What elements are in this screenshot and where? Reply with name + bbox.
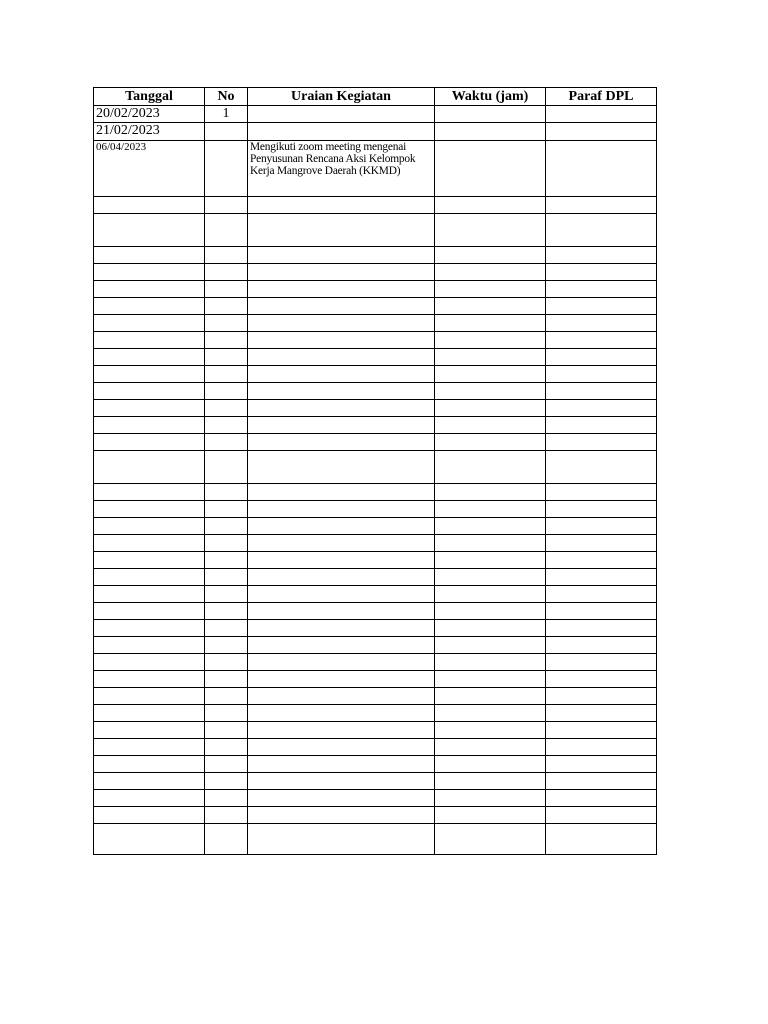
table-cell [546,281,657,298]
table-cell [205,281,248,298]
table-cell [435,518,546,535]
table-cell [546,315,657,332]
table-cell [546,400,657,417]
table-cell [546,654,657,671]
table-cell [205,434,248,451]
table-cell [435,315,546,332]
table-cell [205,417,248,434]
table-row [94,654,657,671]
table-cell [248,586,435,603]
table-cell [205,773,248,790]
table-cell [94,484,205,501]
table-cell [248,790,435,807]
table-cell [435,824,546,855]
table-cell [94,264,205,281]
table-cell [205,569,248,586]
table-cell [248,620,435,637]
table-cell [546,586,657,603]
table-row [94,705,657,722]
table-cell [435,247,546,264]
table-cell [546,790,657,807]
table-cell [94,807,205,824]
table-cell [205,332,248,349]
table-cell [435,434,546,451]
table-cell [546,518,657,535]
header-tanggal: Tanggal [94,88,205,106]
table-cell [435,214,546,247]
table-cell [205,264,248,281]
table-cell [435,484,546,501]
header-paraf-dpl: Paraf DPL [546,88,657,106]
table-cell [94,620,205,637]
table-cell [546,756,657,773]
table-cell [94,366,205,383]
table-cell [248,281,435,298]
header-uraian-kegiatan: Uraian Kegiatan [248,88,435,106]
table-cell [94,451,205,484]
table-cell [205,688,248,705]
table-cell [435,688,546,705]
table-cell [94,247,205,264]
table-cell [248,739,435,756]
table-cell [248,756,435,773]
table-cell [435,586,546,603]
table-cell [435,281,546,298]
row-3-desc: Mengikuti zoom meeting mengenai Penyusunan Rencana Aksi Kelompok Kerja Mangrove Daerah (KKMD) [248,141,435,197]
table-cell [248,264,435,281]
table-cell [435,637,546,654]
table-cell [435,298,546,315]
table-row [94,197,657,214]
table-cell [435,535,546,552]
header-waktu: Waktu (jam) [435,88,546,106]
table-cell [205,586,248,603]
table-cell [94,349,205,366]
table-cell [435,790,546,807]
table-cell [248,214,435,247]
table-cell [248,569,435,586]
table-cell [94,569,205,586]
table-row [94,569,657,586]
table-cell [94,281,205,298]
table-row [94,501,657,518]
table-cell [546,264,657,281]
table-row [94,141,657,197]
table-cell [435,705,546,722]
table-row [94,773,657,790]
table-cell [546,722,657,739]
table-cell [94,586,205,603]
table-row [94,349,657,366]
table-cell [248,637,435,654]
table-cell [546,366,657,383]
table-cell [248,552,435,569]
table-cell [248,824,435,855]
table-cell [546,535,657,552]
table-cell [546,298,657,315]
table-cell [94,552,205,569]
table-cell [546,451,657,484]
table-row [94,824,657,855]
table-cell [546,807,657,824]
table-cell [546,637,657,654]
table-cell [94,214,205,247]
row-1-waktu [435,106,546,123]
table-row [94,722,657,739]
table-cell [546,501,657,518]
table-cell [435,332,546,349]
table-cell [435,383,546,400]
table-cell [205,315,248,332]
table-cell [205,722,248,739]
table-row [94,123,657,141]
table-row [94,366,657,383]
table-cell [248,383,435,400]
table-cell [546,688,657,705]
table-cell [205,552,248,569]
table-row [94,807,657,824]
row-2-date: 21/02/2023 [94,123,205,141]
table-cell [435,722,546,739]
table-row [94,484,657,501]
table-cell [205,535,248,552]
table-cell [94,332,205,349]
table-cell [205,637,248,654]
row-3-waktu [435,141,546,197]
table-row [94,620,657,637]
table-cell [94,518,205,535]
table-cell [205,400,248,417]
table-row [94,756,657,773]
table-cell [248,417,435,434]
table-cell [248,434,435,451]
table-row [94,264,657,281]
table-row [94,535,657,552]
table-row [94,383,657,400]
table-cell [248,705,435,722]
table-row [94,451,657,484]
table-cell [546,434,657,451]
table-row [94,739,657,756]
table-cell [94,790,205,807]
table-cell [205,366,248,383]
table-cell [205,501,248,518]
table-cell [546,620,657,637]
table-cell [94,501,205,518]
table-row [94,552,657,569]
table-row [94,281,657,298]
table-cell [248,197,435,214]
table-row [94,332,657,349]
table-row [94,518,657,535]
table-row [94,315,657,332]
table-cell [94,773,205,790]
table-cell [205,484,248,501]
row-1-date: 20/02/2023 [94,106,205,123]
table-cell [248,315,435,332]
table-cell [248,247,435,264]
row-3-date: 06/04/2023 [94,141,205,197]
table-cell [205,603,248,620]
table-cell [546,383,657,400]
table-cell [205,620,248,637]
table-cell [248,332,435,349]
table-cell [94,535,205,552]
activity-log-table [93,87,657,855]
table-cell [435,552,546,569]
table-cell [546,739,657,756]
table-cell [435,501,546,518]
table-cell [205,214,248,247]
table-cell [94,417,205,434]
table-cell [205,705,248,722]
table-cell [205,383,248,400]
table-cell [435,366,546,383]
table-cell [248,807,435,824]
table-cell [248,603,435,620]
table-cell [94,637,205,654]
table-row [94,790,657,807]
table-cell [435,739,546,756]
table-cell [435,807,546,824]
table-cell [205,671,248,688]
table-cell [546,824,657,855]
table-cell [205,654,248,671]
table-cell [94,756,205,773]
table-cell [205,739,248,756]
table-cell [205,518,248,535]
table-cell [435,654,546,671]
table-row [94,106,657,123]
table-row [94,603,657,620]
row-2-waktu [435,123,546,141]
table-cell [546,349,657,366]
table-row [94,637,657,654]
table-row [94,400,657,417]
row-2-no [205,123,248,141]
table-cell [546,671,657,688]
table-cell [248,349,435,366]
table-cell [435,400,546,417]
table-cell [94,383,205,400]
table-cell [205,247,248,264]
table-row [94,247,657,264]
table-cell [205,349,248,366]
table-cell [435,773,546,790]
table-cell [546,247,657,264]
table-cell [546,552,657,569]
table-cell [546,705,657,722]
table-cell [546,332,657,349]
table-row [94,214,657,247]
table-cell [205,756,248,773]
table-cell [435,756,546,773]
table-cell [435,197,546,214]
row-2-paraf [546,123,657,141]
table-row [94,688,657,705]
table-cell [94,688,205,705]
header-row [94,88,657,106]
table-cell [248,722,435,739]
row-1-desc [248,106,435,123]
table-row [94,671,657,688]
table-cell [248,451,435,484]
table-row [94,298,657,315]
table-cell [94,298,205,315]
table-cell [248,535,435,552]
table-row [94,586,657,603]
table-cell [205,807,248,824]
table-cell [94,197,205,214]
header-no: No [205,88,248,106]
row-1-no: 1 [205,106,248,123]
table-cell [94,739,205,756]
table-cell [435,264,546,281]
table-cell [94,603,205,620]
table-cell [546,417,657,434]
table-cell [94,315,205,332]
table-cell [546,214,657,247]
table-cell [94,400,205,417]
table-cell [546,603,657,620]
table-cell [248,484,435,501]
table-cell [94,434,205,451]
table-cell [546,484,657,501]
table-cell [435,349,546,366]
row-3-paraf [546,141,657,197]
table-cell [248,298,435,315]
table-cell [546,197,657,214]
table-cell [94,722,205,739]
table-cell [248,366,435,383]
table-cell [205,197,248,214]
table-cell [248,654,435,671]
table-cell [546,773,657,790]
table-cell [94,705,205,722]
table-cell [248,518,435,535]
row-3-no [205,141,248,197]
table-cell [435,451,546,484]
table-cell [435,671,546,688]
table-cell [546,569,657,586]
table-cell [435,620,546,637]
table-row [94,417,657,434]
row-2-desc [248,123,435,141]
table-cell [205,298,248,315]
table-cell [248,773,435,790]
table-cell [94,671,205,688]
table-cell [205,824,248,855]
table-cell [94,654,205,671]
row-1-paraf [546,106,657,123]
table-cell [435,569,546,586]
table-cell [435,603,546,620]
table-row [94,434,657,451]
table-cell [205,451,248,484]
table-cell [248,671,435,688]
table-cell [435,417,546,434]
table-cell [94,824,205,855]
table-cell [248,400,435,417]
table-cell [205,790,248,807]
table-cell [248,501,435,518]
table-cell [248,688,435,705]
